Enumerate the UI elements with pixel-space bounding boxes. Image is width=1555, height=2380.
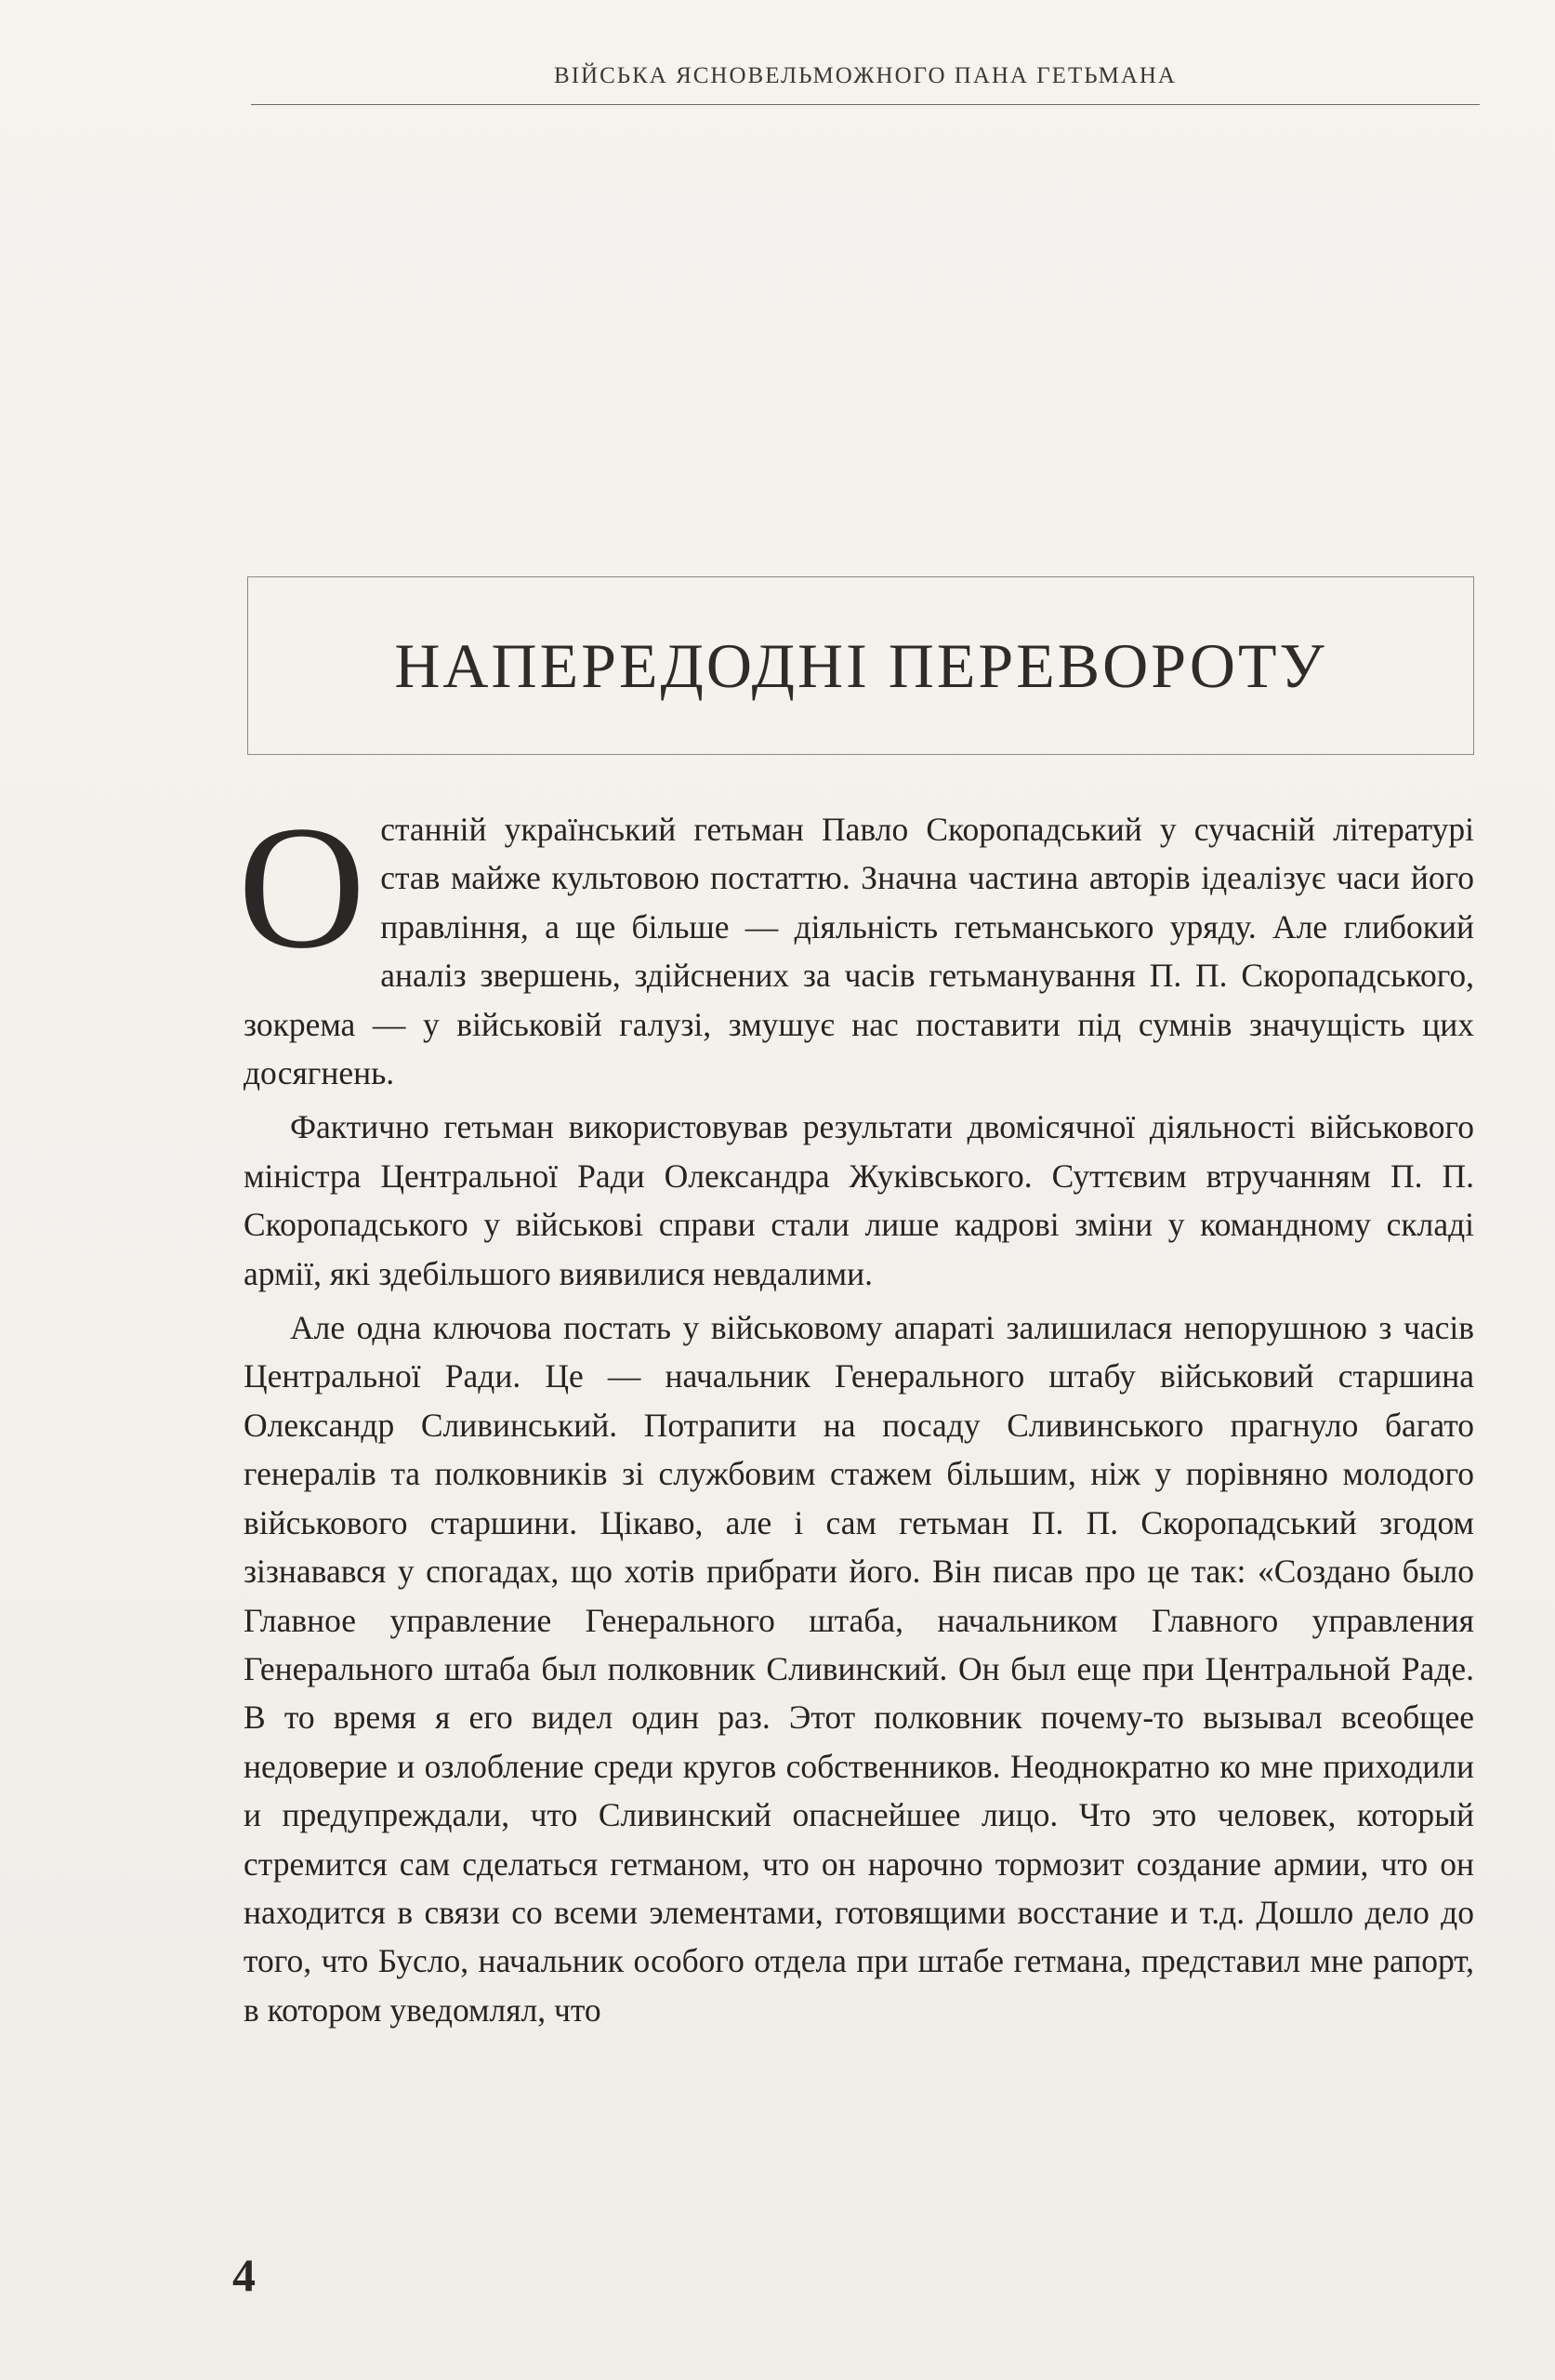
body-text [238,790,1474,2040]
paragraph-1-text: станній український гетьман Павло Скоропадський у сучасній літературі став майже культовою постаттю. Значна частина авторів ідеалізує часи його правління, а ще більше — діяльність гетьманського уряду. Але глибокий аналіз звершень, здійснених за часів гетьманування П. П. Скоропадського, зокрема — у військовій галузі, змушує нас поставити під сумнів значущість цих досягнень. [244,811,1474,1092]
running-head: ВІЙСЬКА ЯСНОВЕЛЬМОЖНОГО ПАНА ГЕТЬМАНА [554,63,1177,88]
paragraph-1 [238,790,1474,1097]
chapter-title: НАПЕРЕДОДНІ ПЕРЕВОРОТУ [394,629,1327,701]
drop-cap: О [238,790,366,985]
header-rule [251,104,1480,105]
page-number: 4 [232,2249,256,2301]
paragraph-2: Фактично гетьман використовував результати двомісячної діяльності військового міністра Центральної Ради Олександра Жуківського. Суттєвим втручанням П. П. Скоропадського у військові справи стали лише кадрові зміни у командному складі армії, які здебільшого виявилися невдалими. [244,1108,1474,1292]
paragraph-3: Але одна ключова постать у військовому апараті залишилася непорушною з часів Центральної Ради. Це — начальник Генерального штабу військовий старшина Олександр Сливинський. Потрапити на посаду Сливинського прагнуло багато генералів та полковників зі службовим стажем більшим, ніж у порівняно молодого військового старшини. Цікаво, але і сам гетьман П. П. Скоропадський згодом зізнавався у спогадах, що хотів прибрати його. Він писав про це так: «Создано было Главное управление Генерального штаба, начальником Главного управления Генерального штаба был полковник Сливинский. Он был еще при Центральной Раде. В то время я его видел один раз. Этот полковник почему-то вызывал всеобщее недоверие и озлобление среди кругов собственников. Неоднократно ко мне приходили и предупреждали, что Сливинский опаснейшее лицо. Что это человек, который стремится сам сделаться гетманом, что он нарочно тормозит создание армии, что он находится в связи со всеми элементами, готовящими восстание и т.д. Дошло дело до того, что Бусло, начальник особого отдела при штабе гетмана, представил мне рапорт, в котором уведомлял, что [244,1309,1474,2029]
chapter-title-box [247,576,1474,755]
